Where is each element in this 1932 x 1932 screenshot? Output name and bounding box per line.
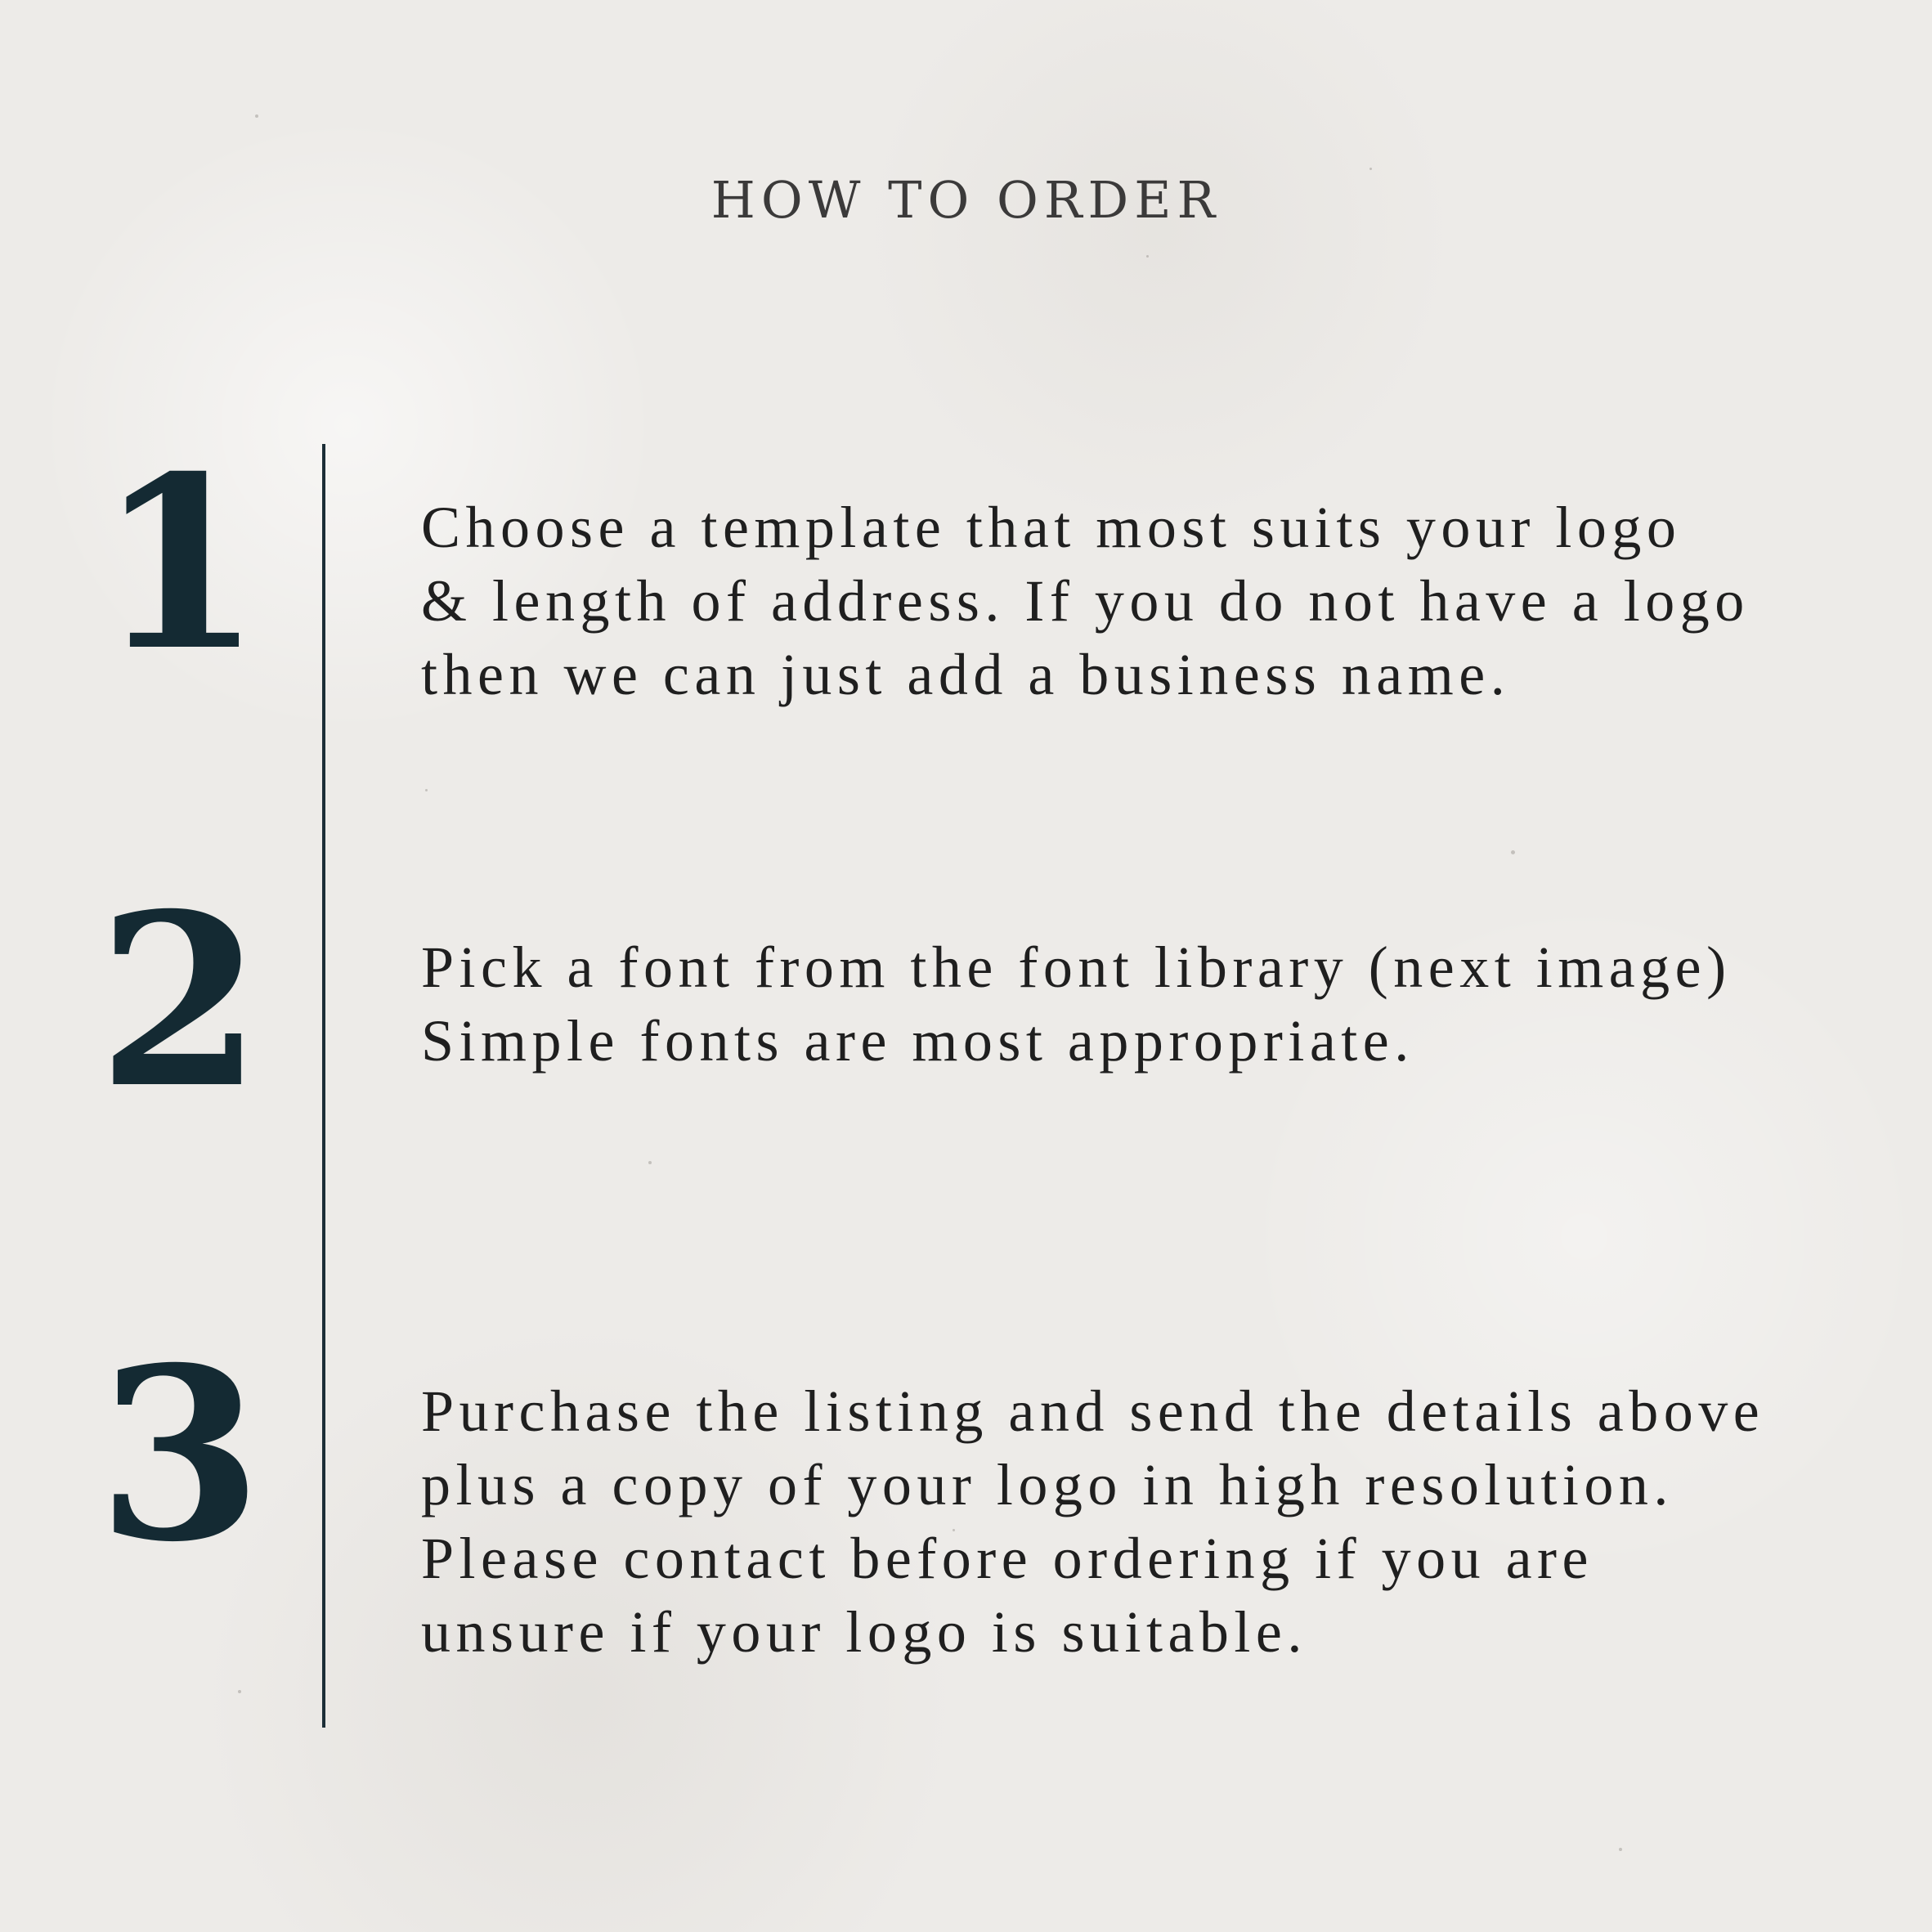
step-2-line-2: Simple fonts are most appropriate. [421,1008,1414,1074]
step-1-line-3: then we can just add a business name. [421,642,1511,707]
paper-speck [255,114,258,118]
paper-speck [648,1161,652,1164]
step-2-number: 2 [97,863,262,1141]
step-2-line-1: Pick a font from the font library (next image) [421,935,1732,1000]
paper-speck [425,789,428,791]
paper-speck [238,1690,241,1693]
step-2-text [421,930,1876,1078]
page-title: HOW TO ORDER [710,170,1222,230]
step-1-text [421,491,1876,711]
step-3-line-1: Purchase the listing and send the details above [421,1378,1765,1444]
step-3-number: 3 [97,1316,262,1594]
step-3-line-3: Please contact before ordering if you are [421,1526,1594,1591]
step-3-line-2: plus a copy of your logo in high resolution. [421,1452,1674,1517]
paper-speck [1511,850,1515,854]
step-1-line-1: Choose a template that most suits your logo [421,495,1682,560]
step-3-line-4: unsure if your logo is suitable. [421,1599,1307,1665]
step-1-number: 1 [97,425,262,703]
step-1-line-2: & length of address. If you do not have a logo [421,568,1750,634]
vertical-divider [322,444,325,1728]
paper-speck [1146,255,1149,258]
paper-speck [1619,1848,1622,1851]
step-3-text [421,1374,1876,1669]
